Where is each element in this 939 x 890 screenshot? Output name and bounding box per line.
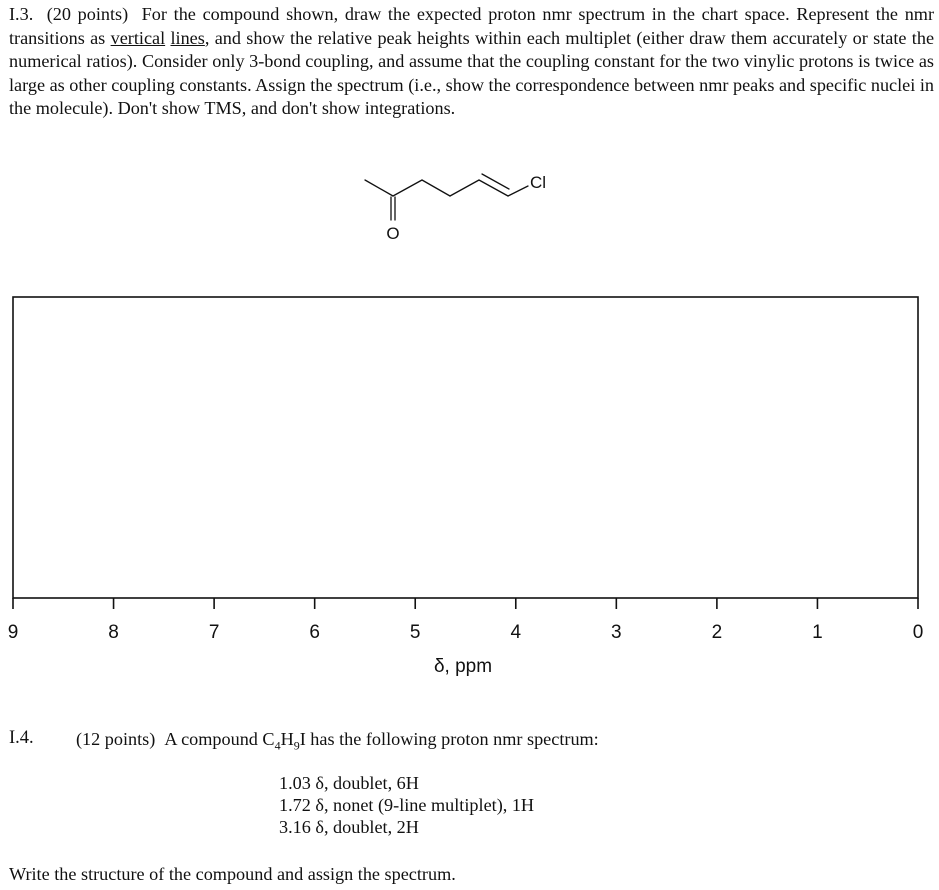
- chlorine-label: Cl: [530, 173, 547, 192]
- question-1-4-prompt: [76, 729, 599, 754]
- oxygen-label: O: [386, 224, 400, 243]
- x-tick-label-4: 4: [510, 622, 522, 643]
- x-axis-ticks: [13, 598, 918, 609]
- x-tick-label-7: 7: [208, 622, 220, 643]
- x-tick-label-3: 3: [611, 622, 622, 643]
- question-text-part1: For the compound shown, draw the expected proton nmr spectrum in the chart space. Represent the nmr transitions as: [9, 4, 935, 48]
- question-1-4-label: I.4.: [9, 728, 34, 748]
- x-tick-label-8: 8: [108, 622, 119, 643]
- chart-box: [13, 297, 918, 598]
- subscript-c: 4: [274, 738, 281, 753]
- bond-vinyl-cl: [508, 186, 528, 196]
- bond-ch2-ch2: [422, 180, 450, 196]
- bond-carbonyl-chain: [393, 180, 422, 196]
- spectrum-data-line: 1.72 δ, nonet (9-line multiplet), 1H: [279, 795, 535, 815]
- spectrum-data-list: [279, 772, 534, 838]
- x-tick-label-2: 2: [711, 622, 723, 643]
- x-axis-label: δ, ppm: [433, 656, 493, 677]
- underlined-vertical: vertical: [110, 27, 166, 48]
- bond-methyl: [365, 180, 393, 196]
- prompt-mid: H: [280, 729, 294, 749]
- x-tick-label-5: 5: [409, 622, 421, 643]
- underlined-lines: lines: [170, 27, 205, 48]
- prompt-post: I has the following proton nmr spectrum:: [299, 729, 599, 749]
- x-axis-tick-labels: [8, 622, 924, 643]
- prompt-pre: A compound C: [164, 729, 275, 749]
- question-points: (12 points): [76, 729, 156, 749]
- question-1-4-instruction: Write the structure of the compound and assign the spectrum.: [9, 864, 456, 884]
- spectrum-data-line: 3.16 δ, doublet, 2H: [279, 817, 419, 837]
- question-1-3-text: [9, 3, 934, 121]
- x-tick-label-0: 0: [912, 622, 924, 643]
- x-tick-label-6: 6: [309, 622, 320, 643]
- bond-ch2-vinyl: [450, 180, 479, 196]
- spectrum-data-line: 1.03 δ, doublet, 6H: [279, 773, 419, 793]
- subscript-h: 9: [293, 738, 300, 753]
- bond-vinyl-double-1: [479, 180, 508, 196]
- question-number: I.3.: [9, 4, 34, 24]
- molecule-structure: [360, 168, 560, 248]
- x-tick-label-1: 1: [812, 622, 823, 643]
- nmr-chart: [0, 290, 939, 680]
- bond-vinyl-double-2: [482, 174, 509, 189]
- question-points: (20 points): [46, 4, 129, 24]
- question-text-part2: , and show the relative peak heights within each multiplet (either draw them accurately or state the numerical ratios). Consider only 3-bond coupling, and assume that the coupling constant for the two vinylic protons is twice as large as other coupling constants. Assign the spectrum (i.e., show the correspondence between nmr peaks and specific nuclei in the molecule). Don't show TMS, and don't show integrations.: [9, 27, 935, 118]
- x-tick-label-9: 9: [7, 622, 19, 643]
